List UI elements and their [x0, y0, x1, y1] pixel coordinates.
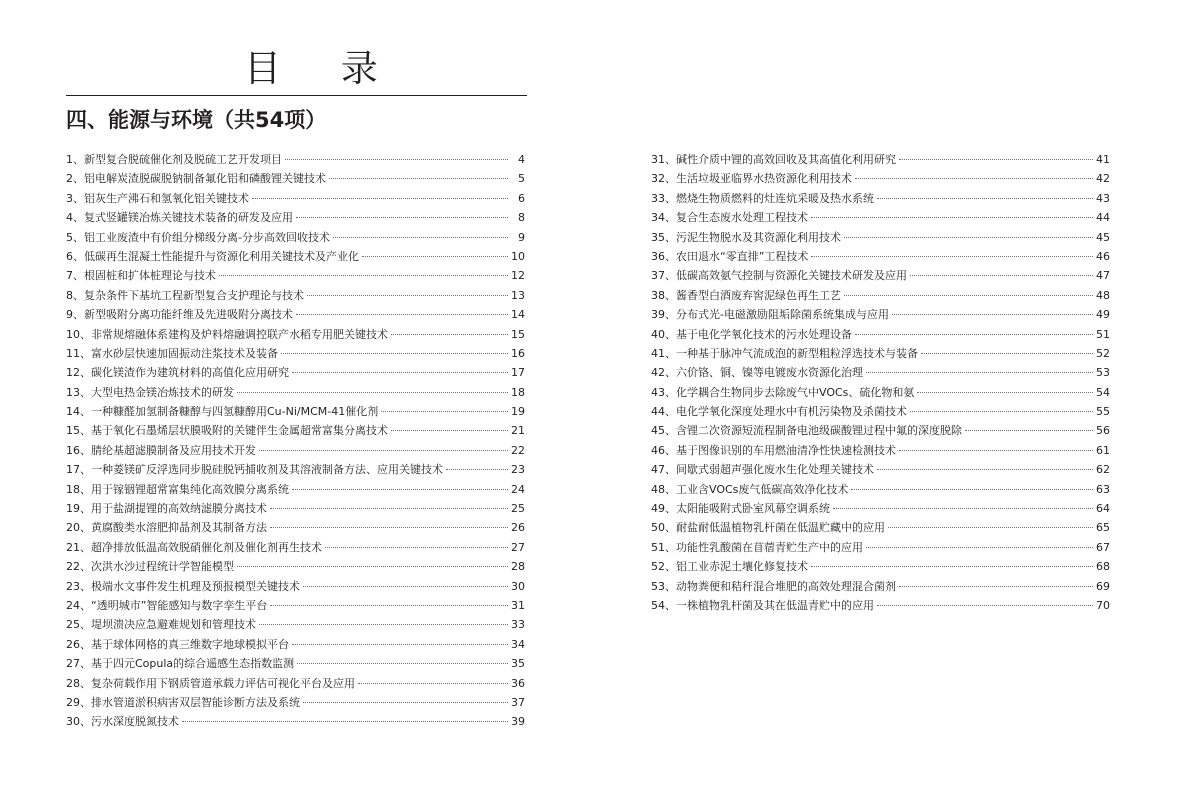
dot-leader [446, 469, 508, 470]
toc-entry-title: 31、碱性介质中锂的高效回收及其高值化利用研究 [651, 153, 896, 166]
toc-entry-title: 32、生活垃圾亚临界水热资源化利用技术 [651, 172, 852, 186]
page-title: 目 录 [244, 47, 402, 90]
toc-entry-title: 30、污水深度脱氮技术 [66, 715, 179, 729]
dot-leader [259, 450, 508, 451]
dot-leader [866, 372, 1093, 373]
toc-entry-page: 31 [511, 598, 525, 612]
toc-entry-page: 55 [1096, 405, 1110, 419]
toc-entry-page: 25 [511, 502, 525, 516]
toc-entry-title: 39、分布式光-电磁激励阻垢除菌系统集成与应用 [651, 308, 889, 322]
toc-entry-page: 46 [1096, 249, 1110, 263]
dot-leader [877, 605, 1093, 606]
toc-entry-page: 63 [1096, 482, 1110, 496]
dot-leader [899, 586, 1093, 587]
toc-entry-page: 37 [511, 695, 525, 709]
toc-entry-page: 44 [1096, 211, 1110, 225]
toc-entry-title: 18、用于镓铟锂超常富集纯化高效膜分离系统 [66, 482, 289, 496]
toc-entry-title: 42、六价铬、铜、镍等电镀废水资源化治理 [651, 366, 863, 380]
toc-entry-title: 14、一种糠醛加氢制备糠醇与四氢糠醇用Cu-Ni/MCM-41催化剂 [66, 405, 379, 419]
toc-entry[interactable] [66, 421, 525, 440]
toc-entry[interactable] [651, 266, 1110, 285]
toc-entry-title: 20、黄腐酸类水溶肥抑晶剂及其制备方法 [66, 521, 267, 535]
dot-leader [292, 489, 508, 490]
section-heading: 四、能源与环境（共54项） [66, 108, 327, 132]
toc-entry-title: 34、复合生态废水处理工程技术 [651, 211, 808, 225]
toc-entry-page: 24 [511, 482, 525, 496]
toc-entry-title: 12、碳化镁渣作为建筑材料的高值化应用研究 [66, 366, 289, 380]
dot-leader [877, 469, 1093, 470]
toc-entry-title: 51、功能性乳酸菌在苜蓿青贮生产中的应用 [651, 540, 863, 554]
toc-entry-page: 68 [1096, 560, 1110, 574]
dot-leader [910, 275, 1093, 276]
toc-entry-page: 15 [511, 327, 525, 341]
dot-leader [219, 275, 508, 276]
toc-entry-page: 70 [1096, 598, 1110, 612]
dot-leader [866, 547, 1093, 548]
toc-entry-page: 33 [511, 618, 525, 632]
toc-entry-title: 36、农田退水“零直排”工程技术 [651, 249, 809, 263]
toc-entry-title: 43、化学耦合生物同步去除废气中VOCs、硫化物和氨 [651, 385, 915, 399]
toc-left-column [66, 150, 525, 732]
toc-entry[interactable] [66, 577, 525, 596]
dot-leader [811, 566, 1093, 567]
toc-entry-page: 10 [511, 249, 525, 263]
toc-entry[interactable] [66, 674, 525, 693]
dot-leader [888, 527, 1093, 528]
toc-entry[interactable] [66, 441, 525, 460]
toc-entry[interactable] [651, 480, 1110, 499]
dot-leader [892, 314, 1093, 315]
dot-leader [237, 392, 508, 393]
toc-entry-page: 30 [511, 579, 525, 593]
toc-entry-title: 16、腈纶基超滤膜制备及应用技术开发 [66, 443, 256, 457]
toc-entry[interactable] [66, 654, 525, 673]
dot-leader [270, 605, 508, 606]
toc-entry[interactable] [651, 499, 1110, 518]
toc-entry-page: 45 [1096, 230, 1110, 244]
toc-entry-title: 25、堤坝溃决应急避难规划和管理技术 [66, 618, 256, 632]
toc-entry[interactable] [66, 383, 525, 402]
toc-entry[interactable] [651, 518, 1110, 537]
toc-entry-title: 24、“透明城市”智能感知与数字孪生平台 [66, 598, 268, 612]
toc-entry[interactable] [66, 460, 525, 479]
dot-leader [877, 198, 1093, 199]
toc-entry[interactable] [66, 712, 525, 731]
toc-entry[interactable] [651, 363, 1110, 382]
toc-entry[interactable] [651, 402, 1110, 421]
dot-leader [182, 721, 508, 722]
toc-entry[interactable] [651, 150, 1110, 169]
toc-entry-title: 54、一株植物乳杆菌及其在低温青贮中的应用 [651, 598, 874, 612]
toc-entry[interactable] [66, 635, 525, 654]
toc-entry[interactable] [66, 693, 525, 712]
toc-entry-page: 35 [511, 657, 525, 671]
dot-leader [237, 566, 508, 567]
toc-entry-page: 5 [518, 172, 525, 186]
toc-entry-title: 2、铝电解炭渣脱碳脱钠制备氟化铝和磷酸锂关键技术 [66, 172, 326, 186]
toc-entry-page: 64 [1096, 502, 1110, 516]
toc-entry-page: 21 [511, 424, 525, 438]
toc-entry[interactable] [651, 247, 1110, 266]
dot-leader [259, 624, 508, 625]
toc-entry-title: 22、次洪水沙过程统计学智能模型 [66, 560, 234, 574]
toc-entry-page: 41 [1096, 153, 1110, 166]
dot-leader [921, 353, 1093, 354]
toc-entry[interactable] [66, 499, 525, 518]
toc-entry[interactable] [651, 460, 1110, 479]
dot-leader [362, 256, 508, 257]
toc-entry[interactable] [66, 208, 525, 227]
toc-entry[interactable] [66, 266, 525, 285]
toc-entry[interactable] [66, 286, 525, 305]
toc-entry-title: 9、新型吸附分离功能纤维及先进吸附分离技术 [66, 308, 293, 322]
toc-entry-page: 39 [511, 715, 525, 729]
toc-entry[interactable] [651, 208, 1110, 227]
toc-entry-page: 9 [518, 230, 525, 244]
toc-entry-title: 28、复杂荷载作用下钢质管道承载力评估可视化平台及应用 [66, 676, 355, 690]
toc-entry-page: 26 [511, 521, 525, 535]
toc-entry-page: 18 [511, 385, 525, 399]
dot-leader [811, 217, 1093, 218]
toc-entry[interactable] [66, 228, 525, 247]
toc-entry-title: 11、富水砂层快速加固振动注浆技术及装备 [66, 346, 278, 360]
dot-leader [270, 508, 508, 509]
toc-entry-title: 47、间歇式弱超声强化废水生化处理关键技术 [651, 463, 874, 477]
dot-leader [965, 430, 1093, 431]
dot-leader [281, 353, 508, 354]
toc-entry-page: 65 [1096, 521, 1110, 535]
toc-entry-title: 3、铝灰生产沸石和氢氧化铝关键技术 [66, 191, 249, 205]
toc-entry-title: 33、燃烧生物质燃料的灶连炕采暖及热水系统 [651, 191, 874, 205]
dot-leader [303, 586, 508, 587]
toc-entry[interactable] [651, 169, 1110, 188]
toc-entry-title: 50、耐盐耐低温植物乳杆菌在低温贮藏中的应用 [651, 521, 885, 535]
toc-entry[interactable] [66, 518, 525, 537]
toc-right-column [651, 150, 1110, 615]
toc-entry-title: 49、太阳能吸附式卧室风幕空调系统 [651, 502, 830, 516]
toc-entry-page: 14 [511, 308, 525, 322]
toc-entry-page: 62 [1096, 463, 1110, 477]
toc-entry[interactable] [66, 150, 525, 169]
toc-entry-page: 61 [1096, 443, 1110, 457]
toc-entry-title: 21、超净排放低温高效脱硝催化剂及催化剂再生技术 [66, 540, 322, 554]
toc-entry-page: 17 [511, 366, 525, 380]
toc-entry[interactable] [66, 325, 525, 344]
dot-leader [391, 334, 508, 335]
toc-entry-page: 19 [511, 405, 525, 419]
dot-leader [292, 372, 508, 373]
dot-leader [297, 663, 508, 664]
title-divider [66, 95, 527, 96]
toc-entry[interactable] [651, 557, 1110, 576]
toc-entry-title: 44、电化学氧化深度处理水中有机污染物及杀菌技术 [651, 405, 907, 419]
toc-entry[interactable] [66, 557, 525, 576]
toc-entry-title: 4、复式竖罐镁冶炼关键技术装备的研发及应用 [66, 211, 293, 225]
toc-entry[interactable] [66, 615, 525, 634]
toc-entry[interactable] [66, 480, 525, 499]
toc-entry-title: 17、一种菱镁矿反浮选同步脱硅脱钙捕收剂及其溶液制备方法、应用关键技术 [66, 463, 443, 477]
toc-entry[interactable] [651, 286, 1110, 305]
toc-entry[interactable] [651, 538, 1110, 557]
toc-entry-page: 34 [511, 637, 525, 651]
dot-leader [296, 217, 508, 218]
dot-leader [910, 411, 1093, 412]
toc-entry-title: 41、一种基于脉冲气流成泡的新型粗粒浮选技术与装备 [651, 346, 918, 360]
dot-leader [899, 450, 1093, 451]
toc-entry-page: 8 [518, 211, 525, 225]
toc-entry-page: 23 [511, 463, 525, 477]
dot-leader [292, 644, 508, 645]
toc-entry-title: 53、动物粪便和秸秆混合堆肥的高效处理混合菌剂 [651, 579, 896, 593]
toc-entry-page: 36 [511, 676, 525, 690]
toc-entry-page: 49 [1096, 308, 1110, 322]
dot-leader [844, 237, 1093, 238]
toc-entry-page: 67 [1096, 540, 1110, 554]
toc-entry-page: 28 [511, 560, 525, 574]
dot-leader [285, 159, 508, 160]
toc-entry-title: 15、基于氧化石墨烯层状膜吸附的关键伴生金属超常富集分离技术 [66, 424, 388, 438]
toc-entry-page: 47 [1096, 269, 1110, 283]
toc-entry[interactable] [66, 247, 525, 266]
toc-entry[interactable] [66, 344, 525, 363]
toc-entry[interactable] [651, 383, 1110, 402]
dot-leader [855, 178, 1093, 179]
dot-leader [333, 237, 508, 238]
toc-entry-page: 6 [518, 191, 525, 205]
dot-leader [899, 159, 1093, 160]
toc-entry[interactable] [651, 596, 1110, 615]
toc-entry-page: 53 [1096, 366, 1110, 380]
toc-entry-page: 43 [1096, 191, 1110, 205]
toc-entry-title: 27、基于四元Copula的综合遥感生态指数监测 [66, 657, 295, 671]
toc-entry-title: 48、工业含VOCs废气低碳高效净化技术 [651, 482, 849, 496]
dot-leader [851, 489, 1093, 490]
dot-leader [391, 430, 508, 431]
toc-entry[interactable] [66, 305, 525, 324]
toc-entry-title: 38、酱香型白酒废弃窖泥绿色再生工艺 [651, 288, 841, 302]
toc-entry[interactable] [651, 344, 1110, 363]
toc-entry-page: 52 [1096, 346, 1110, 360]
toc-entry-page: 56 [1096, 424, 1110, 438]
toc-entry-page: 27 [511, 540, 525, 554]
toc-entry[interactable] [66, 363, 525, 382]
toc-entry-page: 22 [511, 443, 525, 457]
toc-entry-title: 8、复杂条件下基坑工程新型复合支护理论与技术 [66, 288, 304, 302]
toc-entry[interactable] [651, 228, 1110, 247]
toc-entry-title: 7、根固桩和扩体桩理论与技术 [66, 269, 216, 283]
toc-entry-title: 37、低碳高效氨气控制与资源化关键技术研发及应用 [651, 269, 907, 283]
toc-entry[interactable] [651, 325, 1110, 344]
toc-entry-title: 23、极端水文事件发生机理及预报模型关键技术 [66, 579, 300, 593]
dot-leader [329, 178, 508, 179]
dot-leader [296, 314, 508, 315]
toc-entry-title: 40、基于电化学氧化技术的污水处理设备 [651, 327, 852, 341]
dot-leader [358, 683, 508, 684]
toc-entry[interactable] [66, 402, 525, 421]
toc-entry-page: 54 [1096, 385, 1110, 399]
dot-leader [252, 198, 508, 199]
dot-leader [307, 295, 508, 296]
toc-entry-title: 6、低碳再生混凝土性能提升与资源化利用关键技术及产业化 [66, 249, 359, 263]
dot-leader [855, 334, 1093, 335]
toc-entry-page: 51 [1096, 327, 1110, 341]
dot-leader [811, 256, 1093, 257]
dot-leader [833, 508, 1093, 509]
toc-entry[interactable] [651, 305, 1110, 324]
toc-entry-title: 19、用于盐湖提锂的高效纳滤膜分离技术 [66, 502, 267, 516]
dot-leader [325, 547, 508, 548]
toc-entry-page: 42 [1096, 172, 1110, 186]
toc-entry-title: 10、非常规熔融体系建构及炉料熔融调控联产水稻专用肥关键技术 [66, 327, 388, 341]
toc-entry[interactable] [66, 169, 525, 188]
toc-entry-page: 16 [511, 346, 525, 360]
toc-entry-page: 4 [518, 153, 525, 166]
toc-entry[interactable] [66, 189, 525, 208]
toc-entry-title: 52、铝工业赤泥土壤化修复技术 [651, 560, 808, 574]
toc-entry[interactable] [651, 421, 1110, 440]
toc-entry-page: 69 [1096, 579, 1110, 593]
dot-leader [917, 392, 1093, 393]
toc-entry[interactable] [651, 189, 1110, 208]
toc-entry-title: 5、铝工业废渣中有价组分梯级分离-分步高效回收技术 [66, 230, 330, 244]
toc-entry-title: 35、污泥生物脱水及其资源化利用技术 [651, 230, 841, 244]
toc-entry-title: 1、新型复合脱硫催化剂及脱硫工艺开发项目 [66, 153, 282, 166]
dot-leader [844, 295, 1093, 296]
toc-entry-page: 13 [511, 288, 525, 302]
toc-entry[interactable] [651, 441, 1110, 460]
toc-entry[interactable] [651, 577, 1110, 596]
toc-entry-title: 46、基于图像识别的车用燃油清净性快速检测技术 [651, 443, 896, 457]
toc-entry-title: 26、基于球体网格的真三维数字地球模拟平台 [66, 637, 289, 651]
toc-entry[interactable] [66, 538, 525, 557]
toc-entry-title: 29、排水管道淤积病害双层智能诊断方法及系统 [66, 695, 300, 709]
toc-entry-title: 45、含锂二次资源短流程制备电池级碳酸锂过程中氟的深度脱除 [651, 424, 962, 438]
toc-entry[interactable] [66, 596, 525, 615]
toc-entry-title: 13、大型电热金镁冶炼技术的研发 [66, 385, 234, 399]
toc-entry-page: 12 [511, 269, 525, 283]
dot-leader [270, 527, 508, 528]
dot-leader [381, 411, 508, 412]
dot-leader [303, 702, 508, 703]
toc-entry-page: 48 [1096, 288, 1110, 302]
